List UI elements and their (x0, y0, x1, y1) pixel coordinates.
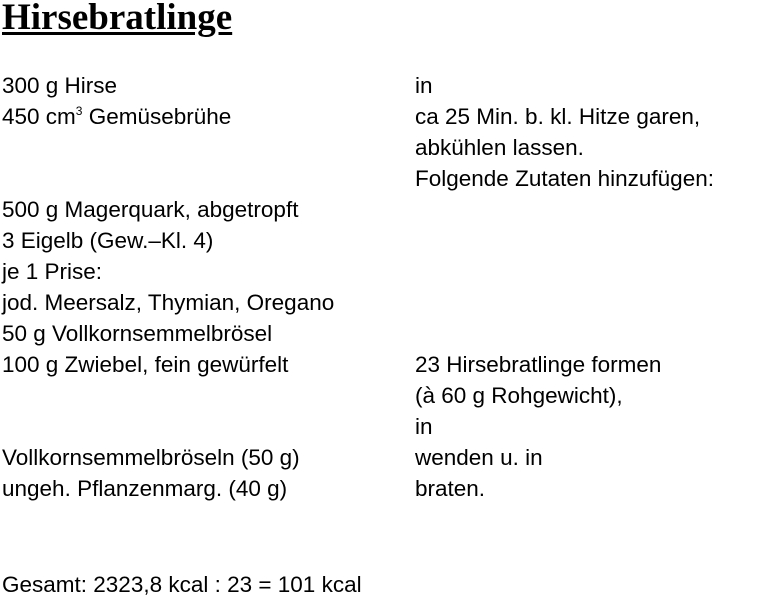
instruction-cell: braten. (415, 476, 486, 501)
instruction-cell (415, 287, 768, 318)
instruction-cell (415, 225, 768, 256)
instruction-cell: abkühlen lassen. (415, 135, 584, 160)
recipe-row (2, 256, 768, 287)
ingredient-cell: je 1 Prise: (2, 259, 103, 284)
instruction-cell (415, 256, 768, 287)
recipe-row (2, 473, 768, 504)
recipe-row (2, 287, 768, 318)
ingredient-cell: Vollkornsemmelbröseln (50 g) (2, 445, 300, 470)
recipe-row (2, 380, 768, 411)
instruction-cell (415, 194, 768, 225)
recipe-row (2, 225, 768, 256)
recipe-row (2, 70, 768, 101)
recipe-row (2, 411, 768, 442)
ingredient-cell (2, 101, 415, 132)
recipe-table (2, 70, 768, 504)
instruction-cell: wenden u. in (415, 445, 543, 470)
ingredient-name: Gemüsebrühe (82, 104, 232, 129)
ingredient-amount: 450 cm (2, 104, 76, 129)
instruction-cell: in (415, 414, 433, 439)
ingredient-cell: 500 g Magerquark, abgetropft (2, 197, 299, 222)
ingredient-cell (2, 132, 415, 163)
ingredient-cell (2, 411, 415, 442)
instruction-cell: in (415, 73, 433, 98)
recipe-title: Hirsebratlinge (2, 0, 233, 38)
ingredient-cell: jod. Meersalz, Thymian, Oregano (2, 290, 335, 315)
ingredient-cell: 300 g Hirse (2, 73, 118, 98)
instruction-cell: ca 25 Min. b. kl. Hitze garen, (415, 104, 701, 129)
ingredient-cell: 100 g Zwiebel, fein gewürfelt (2, 352, 289, 377)
ingredient-cell (2, 163, 415, 194)
recipe-row (2, 318, 768, 349)
recipe-row (2, 163, 768, 194)
instruction-cell: Folgende Zutaten hinzufügen: (415, 166, 714, 191)
instruction-cell (415, 318, 768, 349)
ingredient-cell: 50 g Vollkornsemmelbrösel (2, 321, 273, 346)
ingredient-cell (2, 380, 415, 411)
ingredient-cell: ungeh. Pflanzenmarg. (40 g) (2, 476, 288, 501)
cubic-superscript: 3 (75, 104, 83, 118)
ingredient-cell: 3 Eigelb (Gew.–Kl. 4) (2, 228, 214, 253)
instruction-cell: (à 60 g Rohgewicht), (415, 383, 623, 408)
recipe-row (2, 101, 768, 132)
calorie-total: Gesamt: 2323,8 kcal : 23 = 101 kcal (2, 572, 362, 597)
recipe-row (2, 349, 768, 380)
instruction-cell: 23 Hirsebratlinge formen (415, 352, 662, 377)
recipe-row (2, 132, 768, 163)
recipe-row (2, 442, 768, 473)
recipe-row (2, 194, 768, 225)
